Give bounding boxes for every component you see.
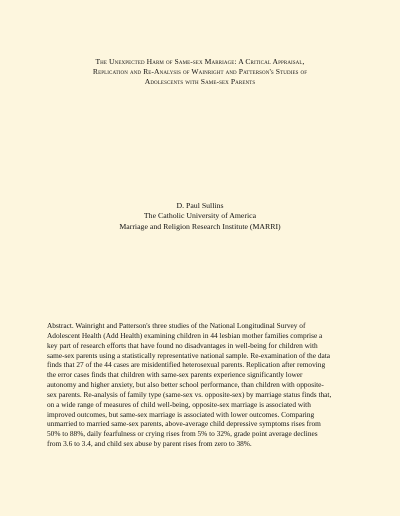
author-affiliation-1: The Catholic University of America (143, 211, 257, 221)
paper-title-line-1: The Unexpected Harm of Same-sex Marriage: A Critical Appraisal, (95, 57, 305, 66)
abstract-line-11: unmarried to married same-sex parents, above-average child depressive symptoms rises from (47, 419, 321, 429)
author-affiliation-2: Marriage and Religion Research Institute (MARRI) (119, 221, 281, 231)
abstract-line-4: same-sex parents using a statistically representative national sample. Re-examination of the data (47, 350, 331, 360)
abstract-line-2: Adolescent Health (Add Health) examining children in 44 lesbian mother families comprise a (47, 330, 323, 340)
abstract-line-3: key part of research efforts that have found no disadvantages in well-being for children with (47, 340, 318, 350)
paper-title-line-2: Replication and Re-Analysis of Wainright and Patterson's Studies of (92, 67, 308, 76)
author-name: D. Paul Sullins (176, 201, 224, 210)
paper-title-line-3: Adolescents with Same-sex Parents (144, 77, 256, 86)
abstract (47, 321, 363, 449)
abstract-line-8: sex parents. Re-analysis of family type (same-sex vs. opposite-sex) by marriage status finds that, (47, 389, 332, 399)
author-block (60, 201, 340, 232)
abstract-line-9: on a wide range of measures of child well-being, opposite-sex marriage is associated with (47, 399, 311, 409)
abstract-line-5: finds that 27 of the 44 cases are misidentified heterosexual parents. Replication after removing (47, 360, 326, 370)
abstract-line-6: the error cases finds that children with same-sex parents experience significantly lower (47, 370, 303, 380)
abstract-line-10: improved outcomes, but same-sex marriage is associated with lower outcomes. Comparing (47, 409, 315, 419)
paper-title (40, 57, 360, 87)
abstract-line-1: Abstract. Wainright and Patterson's three studies of the National Longitudinal Survey of (47, 321, 306, 330)
abstract-line-13: from 3.6 to 3.4, and child sex abuse by parent rises from zero to 38%. (47, 439, 252, 449)
abstract-line-7: autonomy and higher anxiety, but also better school performance, than children with opposite- (47, 380, 324, 390)
abstract-line-12: 50% to 88%, daily fearfulness or crying rises from 5% to 32%, grade point average declines (47, 429, 318, 439)
